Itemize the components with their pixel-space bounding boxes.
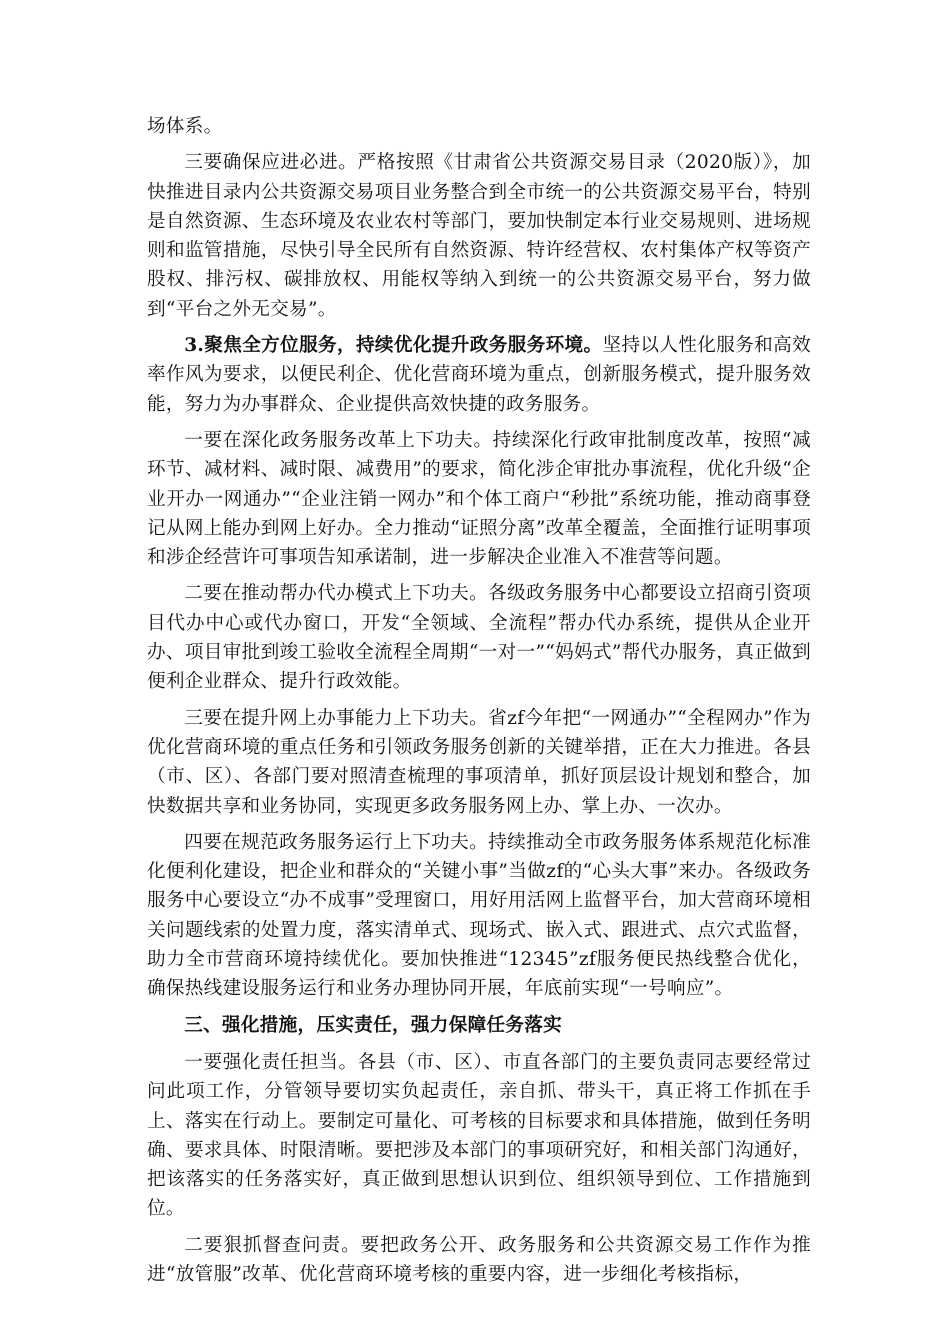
paragraph-supervision: 二要狠抓督查问责。要把政务公开、政务服务和公共资源交易工作作为推进“放管服”改革、优化营商环境考核的重要内容，进一步细化考核指标， [147,1234,811,1285]
paragraph-section-3 [147,331,811,419]
paragraph-standardization: 四要在规范政务服务运行上下功夫。持续推动全市政务服务体系规范化标准化便利化建设，把企业和群众的“关键小事”当做zf的“心头大事”来办。各级政务服务中心要设立“办不成事”受理窗口，用好用活网上监督平台，加大营商环境相关问题线索的处置力度，落实清单式、现场式、嵌入式、跟进式、点穴式监督，助力全市营商环境持续优化。要加快推进“12345”zf服务便民热线整合优化，确保热线建设服务运行和业务办理协同开展，年底前实现“一号响应”。 [147,831,811,1000]
paragraph-online-service: 三要在提升网上办事能力上下功夫。省zf今年把“一网通办”“全程网办”作为优化营商环境的重点任务和引领政务服务创新的关键举措，正在大力推进。各县（市、区）、各部门要对照清查梳理的事项清单，抓好顶层设计规划和整合，加快数据共享和业务协同，实现更多政务服务网上办、掌上办、一次办。 [147,707,811,817]
paragraph-entry-requirement: 三要确保应进必进。严格按照《甘肃省公共资源交易目录（2020版）》，加快推进目录内公共资源交易项目业务整合到全市统一的公共资源交易平台，特别是自然资源、生态环境及农业农村等部门，要加快制定本行业交易规则、进场规则和监管措施，尽快引导全民所有自然资源、特许经营权、农村集体产权等资产股权、排污权、碳排放权、用能权等纳入到统一的公共资源交易平台，努力做到“平台之外无交易”。 [147,152,811,320]
paragraph-reform: 一要在深化政务服务改革上下功夫。持续深化行政审批制度改革，按照“减环节、减材料、减时限、减费用”的要求，简化涉企审批办事流程，优化升级“企业开办一网通办”“企业注销一网办”和个体工商户“秒批”系统功能，推动商事登记从网上能办到网上好办。全力推动“证照分离”改革全覆盖，全面推行证明事项和涉企经营许可事项告知承诺制，进一步解决企业准入不准营等问题。 [147,429,811,569]
paragraph-responsibility: 一要强化责任担当。各县（市、区）、市直各部门的主要负责同志要经常过问此项工作，分管领导要切实负起责任，亲自抓、带头干，真正将工作抓在手上、落实在行动上。要制定可量化、可考核的目标要求和具体措施，做到任务明确、要求具体、时限清晰。要把涉及本部门的事项研究好，和相关部门沟通好，把该落实的任务落实好，真正做到思想认识到位、组织领导到位、工作措施到位。 [147,1051,811,1220]
section-3-lead: 3.聚焦全方位服务，持续优化提升政务服务环境。 [184,335,603,357]
paragraph-continuation: 场体系。 [147,116,223,137]
paragraph-agency-service: 二要在推动帮办代办模式上下功夫。各级政务服务中心都要设立招商引资项目代办中心或代办窗口，开发“全领域、全流程”帮办代办系统，提供从企业开办、项目审批到竣工验收全流程全周期“一对一”“妈妈式”帮代办服务，真正做到便利企业群众、提升行政效能。 [147,583,811,693]
document-page [147,112,811,1296]
section-3-body: 坚持以人性化服务和高效率作风为要求，以便民利企、优化营商环境为重点，创新服务模式，提升服务效能，努力为办事群众、企业提供高效快捷的政务服务。 [147,335,811,415]
section-heading-3: 三、强化措施，压实责任，强力保障任务落实 [184,1014,563,1036]
